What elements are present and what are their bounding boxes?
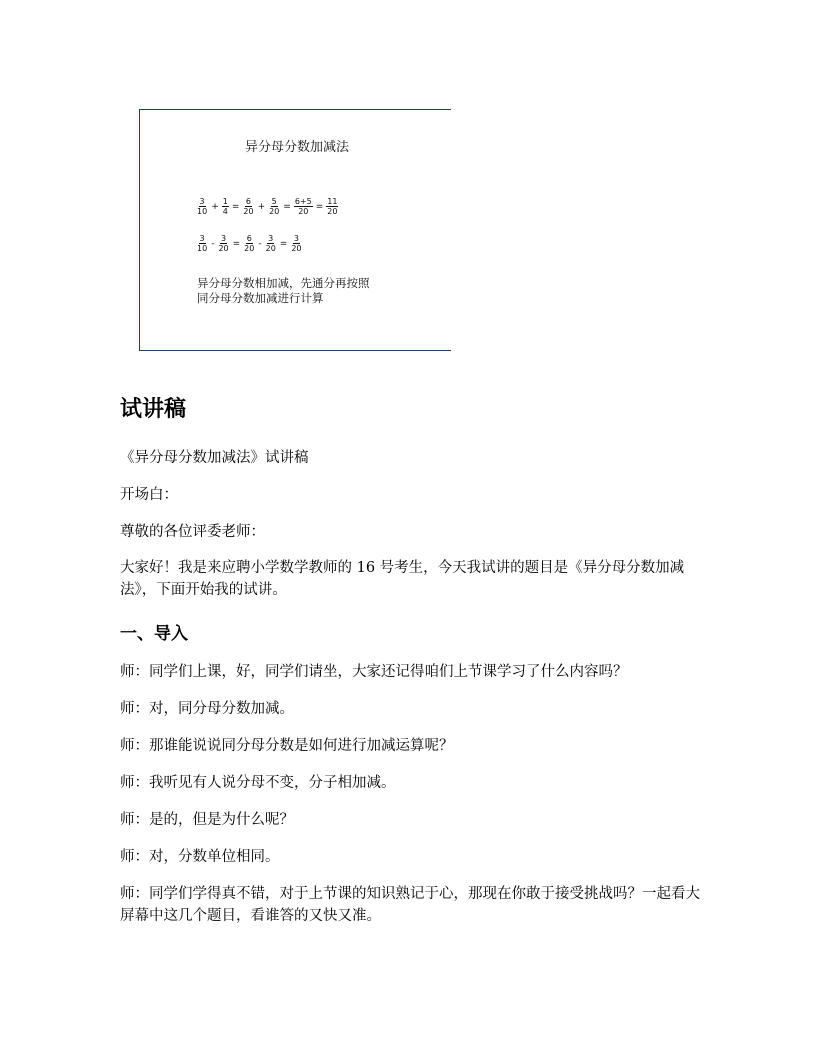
intro-paragraph: 大家好！我是来应聘小学数学教师的 16 号考生，今天我试讲的题目是《异分母分数加减法》，下面开始我的试讲。	[120, 560, 685, 598]
doc-title-line: 《异分母分数加减法》试讲稿	[120, 450, 309, 466]
operator: =	[283, 201, 291, 212]
slide-title: 异分母分数加减法	[245, 140, 350, 155]
fraction: $\frac{3}{20}$	[218, 234, 229, 253]
fraction: $\frac{3}{20}$	[291, 234, 302, 253]
opening-label: 开场白：	[120, 487, 178, 503]
equation-subtraction	[195, 234, 304, 253]
operator: =	[315, 201, 324, 212]
fraction: $\frac{6}{20}$	[243, 197, 254, 216]
operator: =	[232, 238, 241, 249]
equation-addition	[195, 197, 339, 216]
fraction: $\frac{3}{20}$	[265, 234, 276, 253]
fraction: $\frac{6}{20}$	[244, 234, 255, 253]
fraction: $\frac{11}{20}$	[327, 197, 338, 216]
operator: -	[258, 238, 262, 249]
fraction: $\frac{3}{10}$	[197, 197, 208, 216]
section-heading: 一、导入	[120, 624, 188, 644]
fraction: $\frac{6+5}{20}$	[294, 197, 312, 216]
dialogue-line: 师：对，同分母分数加减。	[120, 701, 294, 717]
operator: =	[279, 238, 288, 249]
dialogue-line: 师：对，分数单位相同。	[120, 849, 280, 865]
dialogue-line: 师：我听见有人说分母不变，分子相加减。	[120, 775, 396, 791]
slide-note-line: 同分母分数加减进行计算	[197, 291, 324, 305]
slide-note-line: 异分母分数相加减，先通分再按照	[197, 276, 370, 290]
operator: -	[211, 238, 215, 249]
fraction: $\frac{5}{20}$	[269, 197, 280, 216]
operator: =	[231, 201, 240, 212]
dialogue-line: 师：同学们学得真不错，对于上节课的知识熟记于心，那现在你敢于接受挑战吗？一起看大屏幕中这几个题目，看谁答的又快又准。	[120, 886, 700, 924]
dialogue-line: 师：那谁能说说同分母分数是如何进行加减运算呢？	[120, 738, 454, 754]
greeting: 尊敬的各位评委老师：	[120, 524, 265, 540]
dialogue-line: 师：是的，但是为什么呢？	[120, 812, 294, 828]
operator: +	[257, 201, 266, 212]
operator: +	[211, 201, 219, 212]
slide-note	[197, 276, 370, 306]
fraction: $\frac{1}{4}$	[222, 197, 228, 216]
doc-heading: 试讲稿	[120, 397, 187, 422]
slide-image	[139, 109, 451, 351]
dialogue-line: 师：同学们上课，好，同学们请坐，大家还记得咱们上节课学习了什么内容吗？	[120, 664, 628, 680]
fraction: $\frac{3}{10}$	[197, 234, 208, 253]
